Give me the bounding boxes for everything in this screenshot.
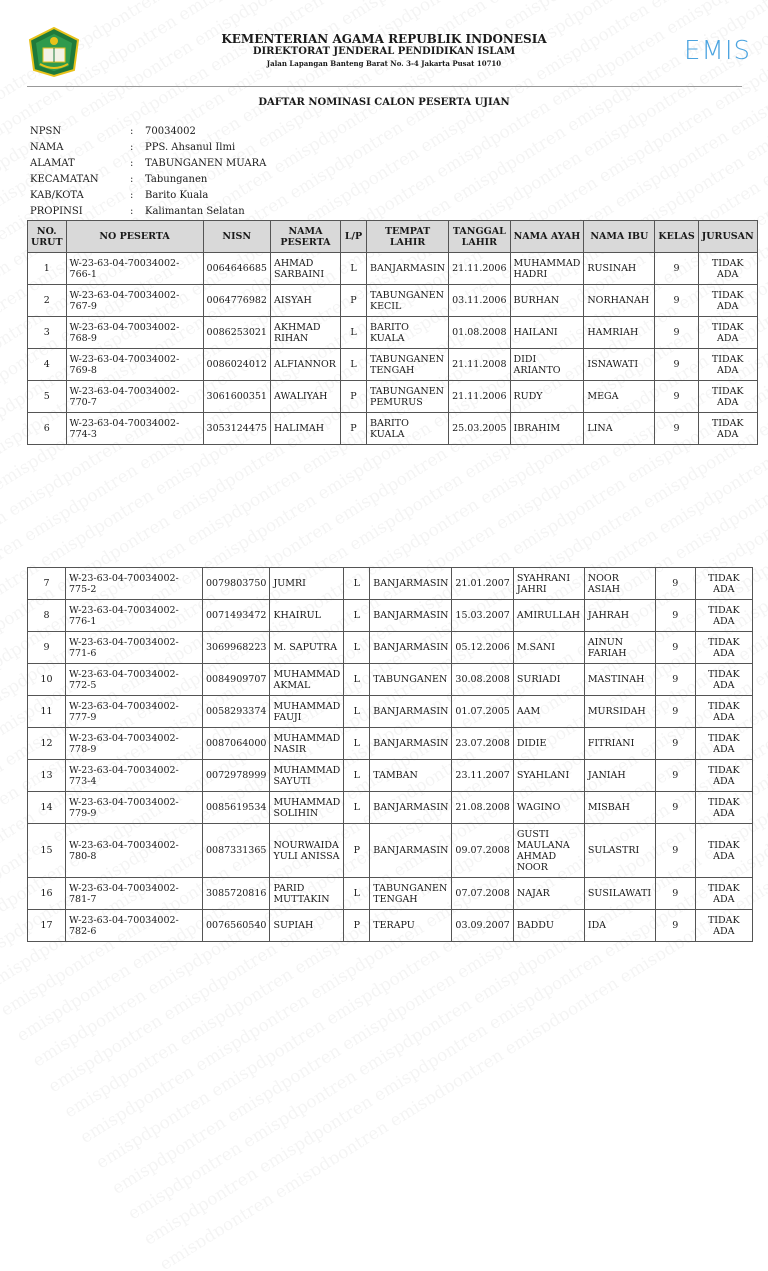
table-cell: TIDAK ADA bbox=[698, 413, 757, 445]
column-header: NO. URUT bbox=[28, 221, 67, 253]
info-row-kecamatan: KECAMATAN : Tabunganen bbox=[30, 174, 266, 190]
table-cell: 15.03.2007 bbox=[452, 600, 513, 632]
nominee-table-page1 bbox=[27, 220, 758, 445]
table-cell: 9 bbox=[655, 413, 698, 445]
info-row-propinsi: PROPINSI : Kalimantan Selatan bbox=[30, 206, 266, 222]
nominee-table-page2 bbox=[27, 567, 753, 942]
table-cell: HAMRIAH bbox=[584, 317, 655, 349]
table-cell: 9 bbox=[655, 878, 695, 910]
table-cell: 9 bbox=[655, 253, 698, 285]
table-row bbox=[28, 413, 758, 445]
table-cell: 21.11.2008 bbox=[449, 349, 510, 381]
table-cell: 0076560540 bbox=[203, 910, 270, 942]
table-cell: 0085619534 bbox=[203, 792, 270, 824]
table-cell: L bbox=[340, 317, 366, 349]
table-cell: 5 bbox=[28, 381, 67, 413]
table-cell: MUHAMMAD FAUJI bbox=[270, 696, 344, 728]
table-cell: W-23-63-04-70034002-781-7 bbox=[66, 878, 203, 910]
table-row bbox=[28, 878, 753, 910]
table-header-row bbox=[28, 221, 758, 253]
table-cell: TIDAK ADA bbox=[695, 568, 752, 600]
table-cell: P bbox=[340, 413, 366, 445]
table-cell: 4 bbox=[28, 349, 67, 381]
column-header: NISN bbox=[203, 221, 270, 253]
table-cell: BANJARMASIN bbox=[370, 568, 452, 600]
table-cell: BANJARMASIN bbox=[366, 253, 448, 285]
table-cell: RUSINAH bbox=[584, 253, 655, 285]
table-cell: TABUNGANEN bbox=[370, 664, 452, 696]
table-cell: 1 bbox=[28, 253, 67, 285]
table-cell: W-23-63-04-70034002-771-6 bbox=[66, 632, 203, 664]
table-cell: SUPIAH bbox=[270, 910, 344, 942]
table-cell: SULASTRI bbox=[584, 824, 655, 878]
table-cell: 9 bbox=[655, 568, 695, 600]
table-cell: 0086253021 bbox=[203, 317, 270, 349]
table-cell: 25.03.2005 bbox=[449, 413, 510, 445]
table-cell: 9 bbox=[655, 760, 695, 792]
table-cell: L bbox=[344, 878, 370, 910]
table-cell: W-23-63-04-70034002-776-1 bbox=[66, 600, 203, 632]
table-cell: MUHAMMAD SAYUTI bbox=[270, 760, 344, 792]
table-cell: 0084909707 bbox=[203, 664, 270, 696]
table-cell: 9 bbox=[655, 792, 695, 824]
table-cell: AISYAH bbox=[270, 285, 340, 317]
table-cell: 0087331365 bbox=[203, 824, 270, 878]
table-cell: TIDAK ADA bbox=[698, 317, 757, 349]
table-cell: TIDAK ADA bbox=[695, 696, 752, 728]
table-cell: W-23-63-04-70034002-770-7 bbox=[66, 381, 203, 413]
table-cell: L bbox=[344, 792, 370, 824]
table-cell: TIDAK ADA bbox=[695, 600, 752, 632]
table-cell: L bbox=[344, 632, 370, 664]
table-cell: 21.11.2006 bbox=[449, 381, 510, 413]
table-cell: 9 bbox=[655, 696, 695, 728]
table-cell: TERAPU bbox=[370, 910, 452, 942]
table-cell: 3 bbox=[28, 317, 67, 349]
table-cell: W-23-63-04-70034002-775-2 bbox=[66, 568, 203, 600]
table-cell: IDA bbox=[584, 910, 655, 942]
table-cell: 0087064000 bbox=[203, 728, 270, 760]
table-cell: 21.08.2008 bbox=[452, 792, 513, 824]
table-cell: BANJARMASIN bbox=[370, 632, 452, 664]
table-cell: W-23-63-04-70034002-769-8 bbox=[66, 349, 203, 381]
table-cell: P bbox=[340, 285, 366, 317]
table-cell: TIDAK ADA bbox=[695, 664, 752, 696]
header-divider bbox=[27, 86, 742, 87]
table-cell: TABUNGANEN KECIL bbox=[366, 285, 448, 317]
table-row bbox=[28, 910, 753, 942]
table-cell: NOURWAIDA YULI ANISSA bbox=[270, 824, 344, 878]
table-cell: DIDIE bbox=[513, 728, 584, 760]
table-cell: 15 bbox=[28, 824, 66, 878]
table-row bbox=[28, 760, 753, 792]
table-cell: JUMRI bbox=[270, 568, 344, 600]
info-value: 70034002 bbox=[145, 126, 196, 137]
table-row bbox=[28, 696, 753, 728]
table-cell: 9 bbox=[28, 632, 66, 664]
table-cell: AWALIYAH bbox=[270, 381, 340, 413]
table-cell: 0072978999 bbox=[203, 760, 270, 792]
table-cell: NORHANAH bbox=[584, 285, 655, 317]
table-cell: TABUNGANEN PEMURUS bbox=[366, 381, 448, 413]
info-value: Kalimantan Selatan bbox=[145, 206, 245, 217]
table-cell: P bbox=[344, 824, 370, 878]
table-cell: NAJAR bbox=[513, 878, 584, 910]
ministry-name: KEMENTERIAN AGAMA REPUBLIK INDONESIA bbox=[221, 32, 547, 46]
table-cell: 8 bbox=[28, 600, 66, 632]
table-cell: W-23-63-04-70034002-766-1 bbox=[66, 253, 203, 285]
table-cell: L bbox=[344, 696, 370, 728]
table-cell: TIDAK ADA bbox=[698, 285, 757, 317]
info-label: ALAMAT bbox=[30, 158, 75, 169]
table-row bbox=[28, 600, 753, 632]
column-header: KELAS bbox=[655, 221, 698, 253]
table-row bbox=[28, 568, 753, 600]
table-cell: 21.01.2007 bbox=[452, 568, 513, 600]
table-cell: TIDAK ADA bbox=[695, 760, 752, 792]
table-cell: W-23-63-04-70034002-779-9 bbox=[66, 792, 203, 824]
table-cell: L bbox=[340, 253, 366, 285]
table-cell: PARID MUTTAKIN bbox=[270, 878, 344, 910]
letterhead bbox=[0, 22, 768, 84]
column-header: TEMPAT LAHIR bbox=[366, 221, 448, 253]
table-cell: HALIMAH bbox=[270, 413, 340, 445]
table-cell: 0071493472 bbox=[203, 600, 270, 632]
table-cell: 9 bbox=[655, 600, 695, 632]
table-cell: L bbox=[344, 568, 370, 600]
table-cell: ISNAWATI bbox=[584, 349, 655, 381]
table-cell: HAILANI bbox=[510, 317, 584, 349]
table-cell: 3061600351 bbox=[203, 381, 270, 413]
table-cell: 05.12.2006 bbox=[452, 632, 513, 664]
table-cell: TABUNGANEN TENGAH bbox=[370, 878, 452, 910]
table-cell: KHAIRUL bbox=[270, 600, 344, 632]
table-cell: W-23-63-04-70034002-773-4 bbox=[66, 760, 203, 792]
table-cell: GUSTI MAULANA AHMAD NOOR bbox=[513, 824, 584, 878]
table-cell: MUHAMMAD SOLIHIN bbox=[270, 792, 344, 824]
info-row-kabkota: KAB/KOTA : Barito Kuala bbox=[30, 190, 266, 206]
table-cell: W-23-63-04-70034002-780-8 bbox=[66, 824, 203, 878]
table-cell: WAGINO bbox=[513, 792, 584, 824]
table-cell: L bbox=[340, 349, 366, 381]
table-cell: SURIADI bbox=[513, 664, 584, 696]
info-row-npsn: NPSN : 70034002 bbox=[30, 126, 266, 142]
info-value: TABUNGANEN MUARA bbox=[145, 158, 267, 169]
table-row bbox=[28, 317, 758, 349]
info-label: NPSN bbox=[30, 126, 62, 137]
table-cell: 01.07.2005 bbox=[452, 696, 513, 728]
table-cell: 9 bbox=[655, 664, 695, 696]
table-cell: W-23-63-04-70034002-772-5 bbox=[66, 664, 203, 696]
table-cell: TIDAK ADA bbox=[695, 632, 752, 664]
table-cell: W-23-63-04-70034002-768-9 bbox=[66, 317, 203, 349]
table-cell: 21.11.2006 bbox=[449, 253, 510, 285]
table-cell: MISBAH bbox=[584, 792, 655, 824]
table-cell: AMIRULLAH bbox=[513, 600, 584, 632]
table-cell: TABUNGANEN TENGAH bbox=[366, 349, 448, 381]
table-cell: SYAHLANI bbox=[513, 760, 584, 792]
table-cell: 23.07.2008 bbox=[452, 728, 513, 760]
table-cell: 3085720816 bbox=[203, 878, 270, 910]
table-cell: 9 bbox=[655, 285, 698, 317]
directorate-name: DIREKTORAT JENDERAL PENDIDIKAN ISLAM bbox=[252, 46, 516, 57]
table-cell: JAHRAH bbox=[584, 600, 655, 632]
table-cell: W-23-63-04-70034002-777-9 bbox=[66, 696, 203, 728]
table-cell: 11 bbox=[28, 696, 66, 728]
info-value: PPS. Ahsanul Ilmi bbox=[145, 142, 236, 153]
table-cell: TIDAK ADA bbox=[698, 253, 757, 285]
table-cell: W-23-63-04-70034002-774-3 bbox=[66, 413, 203, 445]
column-header: NAMA IBU bbox=[584, 221, 655, 253]
table-cell: 0064776982 bbox=[203, 285, 270, 317]
table-cell: W-23-63-04-70034002-782-6 bbox=[66, 910, 203, 942]
school-info bbox=[30, 126, 266, 222]
table-cell: 3053124475 bbox=[203, 413, 270, 445]
table-row bbox=[28, 349, 758, 381]
table-cell: TIDAK ADA bbox=[695, 792, 752, 824]
info-value: Tabunganen bbox=[145, 174, 208, 185]
office-address: Jalan Lapangan Banteng Barat No. 3-4 Jakarta Pusat 10710 bbox=[266, 59, 502, 68]
table-cell: 03.09.2007 bbox=[452, 910, 513, 942]
column-header: NO PESERTA bbox=[66, 221, 203, 253]
info-label: KECAMATAN bbox=[30, 174, 99, 185]
table-row bbox=[28, 728, 753, 760]
table-cell: MURSIDAH bbox=[584, 696, 655, 728]
table-cell: 16 bbox=[28, 878, 66, 910]
table-cell: TIDAK ADA bbox=[695, 728, 752, 760]
document-title: DAFTAR NOMINASI CALON PESERTA UJIAN bbox=[258, 97, 510, 108]
table-cell: M. SAPUTRA bbox=[270, 632, 344, 664]
table-cell: AKHMAD RIHAN bbox=[270, 317, 340, 349]
table-cell: 9 bbox=[655, 349, 698, 381]
table-cell: 0086024012 bbox=[203, 349, 270, 381]
table-cell: 0058293374 bbox=[203, 696, 270, 728]
column-header: NAMA PESERTA bbox=[270, 221, 340, 253]
table-cell: TIDAK ADA bbox=[695, 878, 752, 910]
table-row bbox=[28, 792, 753, 824]
column-header: L/P bbox=[340, 221, 366, 253]
table-cell: TAMBAN bbox=[370, 760, 452, 792]
info-row-alamat: ALAMAT : TABUNGANEN MUARA bbox=[30, 158, 266, 174]
table-cell: AAM bbox=[513, 696, 584, 728]
table-cell: BADDU bbox=[513, 910, 584, 942]
table-row bbox=[28, 285, 758, 317]
table-row bbox=[28, 381, 758, 413]
table-cell: 07.07.2008 bbox=[452, 878, 513, 910]
table-cell: NOOR ASIAH bbox=[584, 568, 655, 600]
table-cell: 0079803750 bbox=[203, 568, 270, 600]
table-row bbox=[28, 664, 753, 696]
table-cell: TIDAK ADA bbox=[695, 910, 752, 942]
table-cell: BANJARMASIN bbox=[370, 824, 452, 878]
emis-logo: EMIS bbox=[684, 36, 752, 66]
table-cell: L bbox=[344, 600, 370, 632]
table-cell: 30.08.2008 bbox=[452, 664, 513, 696]
table-cell: MEGA bbox=[584, 381, 655, 413]
table-cell: 17 bbox=[28, 910, 66, 942]
table-cell: ALFIANNOR bbox=[270, 349, 340, 381]
table-cell: 23.11.2007 bbox=[452, 760, 513, 792]
table-row bbox=[28, 253, 758, 285]
column-header: TANGGAL LAHIR bbox=[449, 221, 510, 253]
table-cell: 2 bbox=[28, 285, 67, 317]
table-cell: 0064646685 bbox=[203, 253, 270, 285]
table-cell: W-23-63-04-70034002-767-9 bbox=[66, 285, 203, 317]
table-cell: L bbox=[344, 728, 370, 760]
table-cell: BARITO KUALA bbox=[366, 317, 448, 349]
table-row bbox=[28, 632, 753, 664]
table-cell: 09.07.2008 bbox=[452, 824, 513, 878]
table-cell: 13 bbox=[28, 760, 66, 792]
table-cell: L bbox=[344, 664, 370, 696]
table-cell: 9 bbox=[655, 728, 695, 760]
table-cell: 12 bbox=[28, 728, 66, 760]
table-row bbox=[28, 824, 753, 878]
table-cell: BANJARMASIN bbox=[370, 600, 452, 632]
table-cell: 03.11.2006 bbox=[449, 285, 510, 317]
table-cell: IBRAHIM bbox=[510, 413, 584, 445]
column-header: JURUSAN bbox=[698, 221, 757, 253]
table-cell: BARITO KUALA bbox=[366, 413, 448, 445]
table-cell: 6 bbox=[28, 413, 67, 445]
table-cell: W-23-63-04-70034002-778-9 bbox=[66, 728, 203, 760]
table-cell: TIDAK ADA bbox=[698, 349, 757, 381]
table-cell: MUHAMMAD HADRI bbox=[510, 253, 584, 285]
info-label: PROPINSI bbox=[30, 206, 83, 217]
column-header: NAMA AYAH bbox=[510, 221, 584, 253]
table-cell: 9 bbox=[655, 910, 695, 942]
table-cell: TIDAK ADA bbox=[698, 381, 757, 413]
table-cell: BANJARMASIN bbox=[370, 696, 452, 728]
table-cell: P bbox=[340, 381, 366, 413]
table-cell: SYAHRANI JAHRI bbox=[513, 568, 584, 600]
table-cell: AINUN FARIAH bbox=[584, 632, 655, 664]
info-value: Barito Kuala bbox=[145, 190, 209, 201]
table-cell: BANJARMASIN bbox=[370, 728, 452, 760]
table-cell: 9 bbox=[655, 381, 698, 413]
table-cell: BURHAN bbox=[510, 285, 584, 317]
table-cell: MUHAMMAD NASIR bbox=[270, 728, 344, 760]
table-cell: TIDAK ADA bbox=[695, 824, 752, 878]
info-label: KAB/KOTA bbox=[30, 190, 84, 201]
table-cell: MUHAMMAD AKMAL bbox=[270, 664, 344, 696]
table-cell: SUSILAWATI bbox=[584, 878, 655, 910]
table-cell: JANIAH bbox=[584, 760, 655, 792]
table-cell: FITRIANI bbox=[584, 728, 655, 760]
table-cell: RUDY bbox=[510, 381, 584, 413]
table-cell: AHMAD SARBAINI bbox=[270, 253, 340, 285]
info-row-nama: NAMA : PPS. Ahsanul Ilmi bbox=[30, 142, 266, 158]
table-cell: 7 bbox=[28, 568, 66, 600]
table-cell: 01.08.2008 bbox=[449, 317, 510, 349]
table-cell: 9 bbox=[655, 632, 695, 664]
table-cell: MASTINAH bbox=[584, 664, 655, 696]
table-cell: BANJARMASIN bbox=[370, 792, 452, 824]
table-cell: 14 bbox=[28, 792, 66, 824]
table-cell: 10 bbox=[28, 664, 66, 696]
table-cell: 9 bbox=[655, 317, 698, 349]
table-cell: P bbox=[344, 910, 370, 942]
table-cell: 3069968223 bbox=[203, 632, 270, 664]
table-cell: M.SANI bbox=[513, 632, 584, 664]
table-cell: L bbox=[344, 760, 370, 792]
table-cell: LINA bbox=[584, 413, 655, 445]
table-cell: 9 bbox=[655, 824, 695, 878]
info-label: NAMA bbox=[30, 142, 64, 153]
table-cell: DIDI ARIANTO bbox=[510, 349, 584, 381]
